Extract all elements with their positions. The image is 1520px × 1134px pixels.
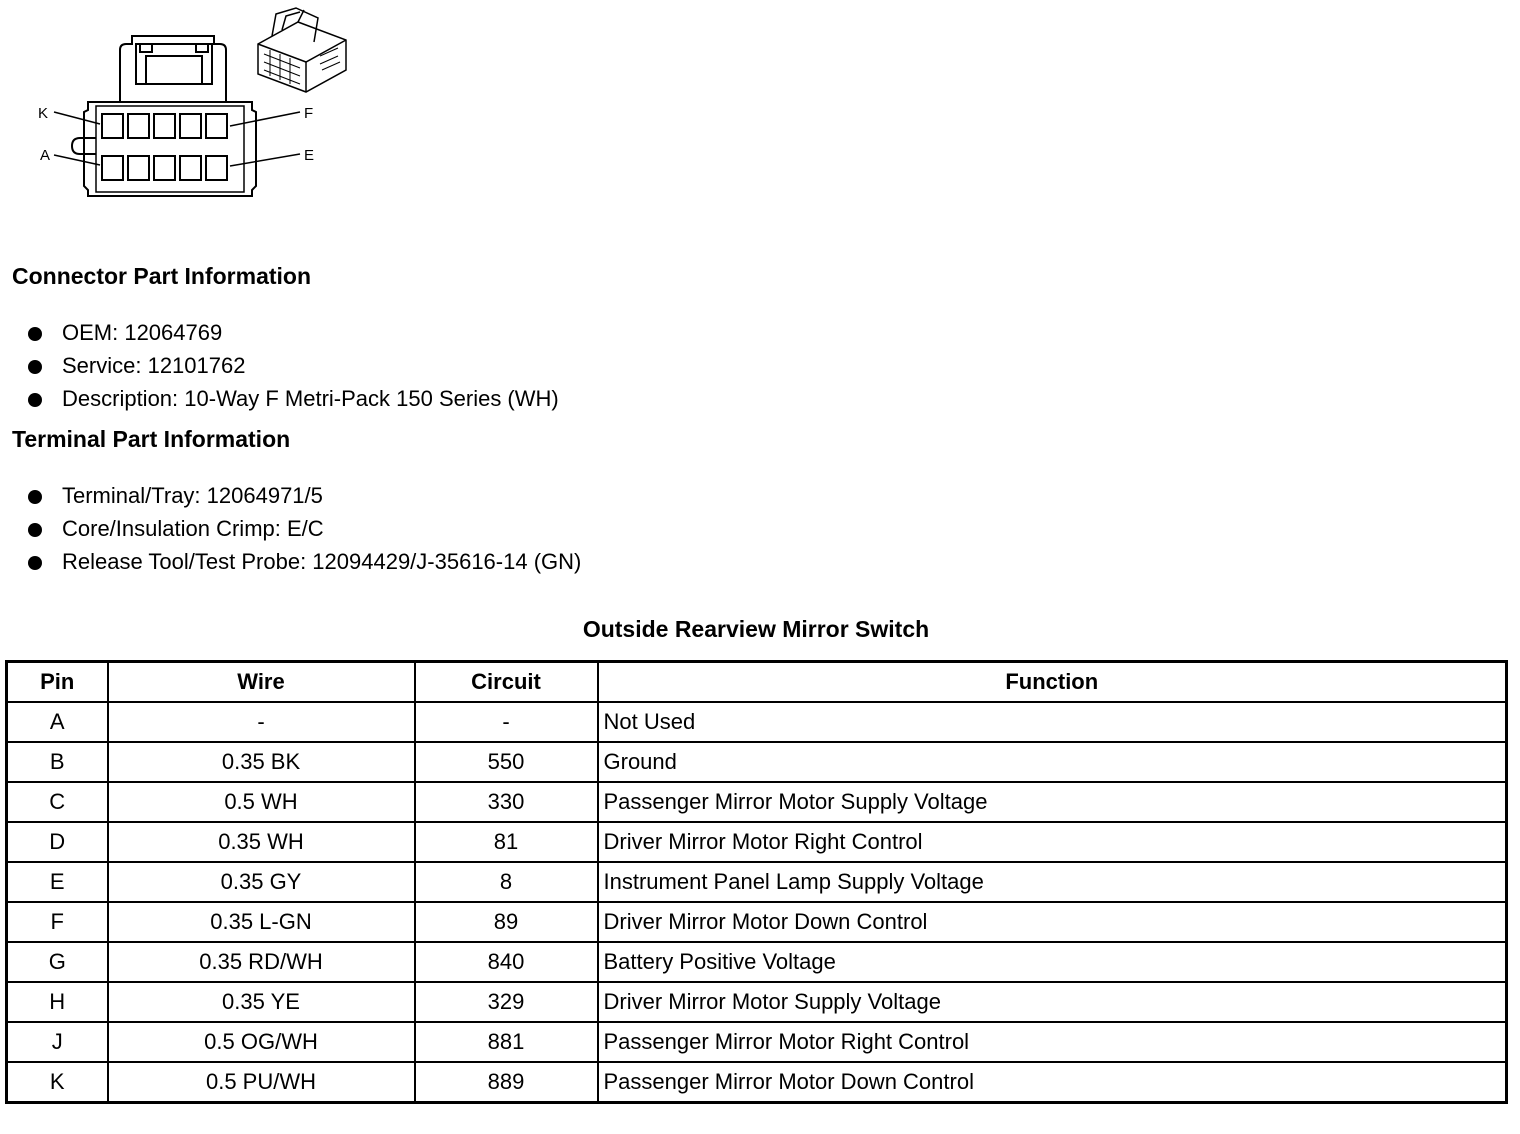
table-row	[7, 862, 1507, 902]
table-row	[7, 702, 1507, 742]
pin-label-k: K	[38, 105, 49, 122]
bullet-icon	[28, 360, 42, 374]
cell-pin: D	[7, 822, 108, 862]
connector-part-heading: Connector Part Information	[12, 263, 312, 289]
cell-pin: H	[7, 982, 108, 1022]
bullet-icon	[28, 556, 42, 570]
cell-wire: 0.35 GY	[108, 862, 415, 902]
cell-function: Driver Mirror Motor Supply Voltage	[598, 982, 1507, 1022]
connector-latch-window	[136, 44, 212, 84]
cell-function: Driver Mirror Motor Down Control	[598, 902, 1507, 942]
cell-function: Instrument Panel Lamp Supply Voltage	[598, 862, 1507, 902]
table-row	[7, 742, 1507, 782]
header-wire: Wire	[108, 662, 415, 703]
cell-function: Not Used	[598, 702, 1507, 742]
header-circuit: Circuit	[415, 662, 598, 703]
bullet-icon	[28, 393, 42, 407]
list-item: OEM: 12064769	[28, 316, 559, 349]
bullet-icon	[28, 523, 42, 537]
cell-pin: E	[7, 862, 108, 902]
cell-wire: 0.35 L-GN	[108, 902, 415, 942]
cell-wire: 0.35 RD/WH	[108, 942, 415, 982]
list-item: Description: 10-Way F Metri-Pack 150 Series (WH)	[28, 382, 559, 415]
connector-isometric-illustration	[258, 8, 346, 92]
cell-circuit: 329	[415, 982, 598, 1022]
cavity-e	[206, 156, 227, 180]
cell-function: Driver Mirror Motor Right Control	[598, 822, 1507, 862]
cell-pin: J	[7, 1022, 108, 1062]
cell-pin: A	[7, 702, 108, 742]
list-item: Terminal/Tray: 12064971/5	[28, 479, 581, 512]
header-pin: Pin	[7, 662, 108, 703]
cell-wire: 0.35 WH	[108, 822, 415, 862]
bullet-icon	[28, 327, 42, 341]
cell-function: Passenger Mirror Motor Supply Voltage	[598, 782, 1507, 822]
cell-circuit: 881	[415, 1022, 598, 1062]
cell-circuit: 81	[415, 822, 598, 862]
table-row	[7, 822, 1507, 862]
cell-wire: 0.35 YE	[108, 982, 415, 1022]
pin-label-e: E	[304, 147, 315, 164]
cell-circuit: 550	[415, 742, 598, 782]
pin-label-a: A	[40, 147, 51, 164]
terminal-part-list	[28, 479, 581, 578]
cavity-a	[102, 156, 123, 180]
table-row	[7, 1062, 1507, 1103]
connector-body	[84, 102, 256, 196]
list-item: Core/Insulation Crimp: E/C	[28, 512, 581, 545]
cavity-k	[206, 114, 227, 138]
cell-function: Passenger Mirror Motor Right Control	[598, 1022, 1507, 1062]
cell-pin: F	[7, 902, 108, 942]
table-row	[7, 942, 1507, 982]
cell-wire: 0.5 PU/WH	[108, 1062, 415, 1103]
cell-function: Passenger Mirror Motor Down Control	[598, 1062, 1507, 1103]
table-header-row	[7, 662, 1507, 703]
cell-function: Battery Positive Voltage	[598, 942, 1507, 982]
pin-label-f: F	[304, 105, 314, 122]
cell-pin: B	[7, 742, 108, 782]
list-item: Release Tool/Test Probe: 12094429/J-35616-14 (GN)	[28, 545, 581, 578]
cell-circuit: 8	[415, 862, 598, 902]
table-row	[7, 902, 1507, 942]
cell-pin: G	[7, 942, 108, 982]
pin-table	[5, 660, 1508, 1104]
cell-wire: -	[108, 702, 415, 742]
cell-wire: 0.5 OG/WH	[108, 1022, 415, 1062]
table-row	[7, 1022, 1507, 1062]
cell-circuit: -	[415, 702, 598, 742]
table-row	[7, 782, 1507, 822]
cell-pin: K	[7, 1062, 108, 1103]
terminal-part-heading: Terminal Part Information	[12, 426, 291, 452]
header-function: Function	[598, 662, 1507, 703]
table-title: Outside Rearview Mirror Switch	[582, 616, 930, 642]
cell-circuit: 330	[415, 782, 598, 822]
cell-circuit: 889	[415, 1062, 598, 1103]
cell-wire: 0.35 BK	[108, 742, 415, 782]
connector-face-diagram	[0, 0, 380, 210]
cell-function: Ground	[598, 742, 1507, 782]
cell-circuit: 89	[415, 902, 598, 942]
cell-pin: C	[7, 782, 108, 822]
list-item: Service: 12101762	[28, 349, 559, 382]
table-row	[7, 982, 1507, 1022]
bullet-icon	[28, 490, 42, 504]
cell-wire: 0.5 WH	[108, 782, 415, 822]
cell-circuit: 840	[415, 942, 598, 982]
cavity-f	[102, 114, 123, 138]
connector-part-list	[28, 316, 559, 415]
